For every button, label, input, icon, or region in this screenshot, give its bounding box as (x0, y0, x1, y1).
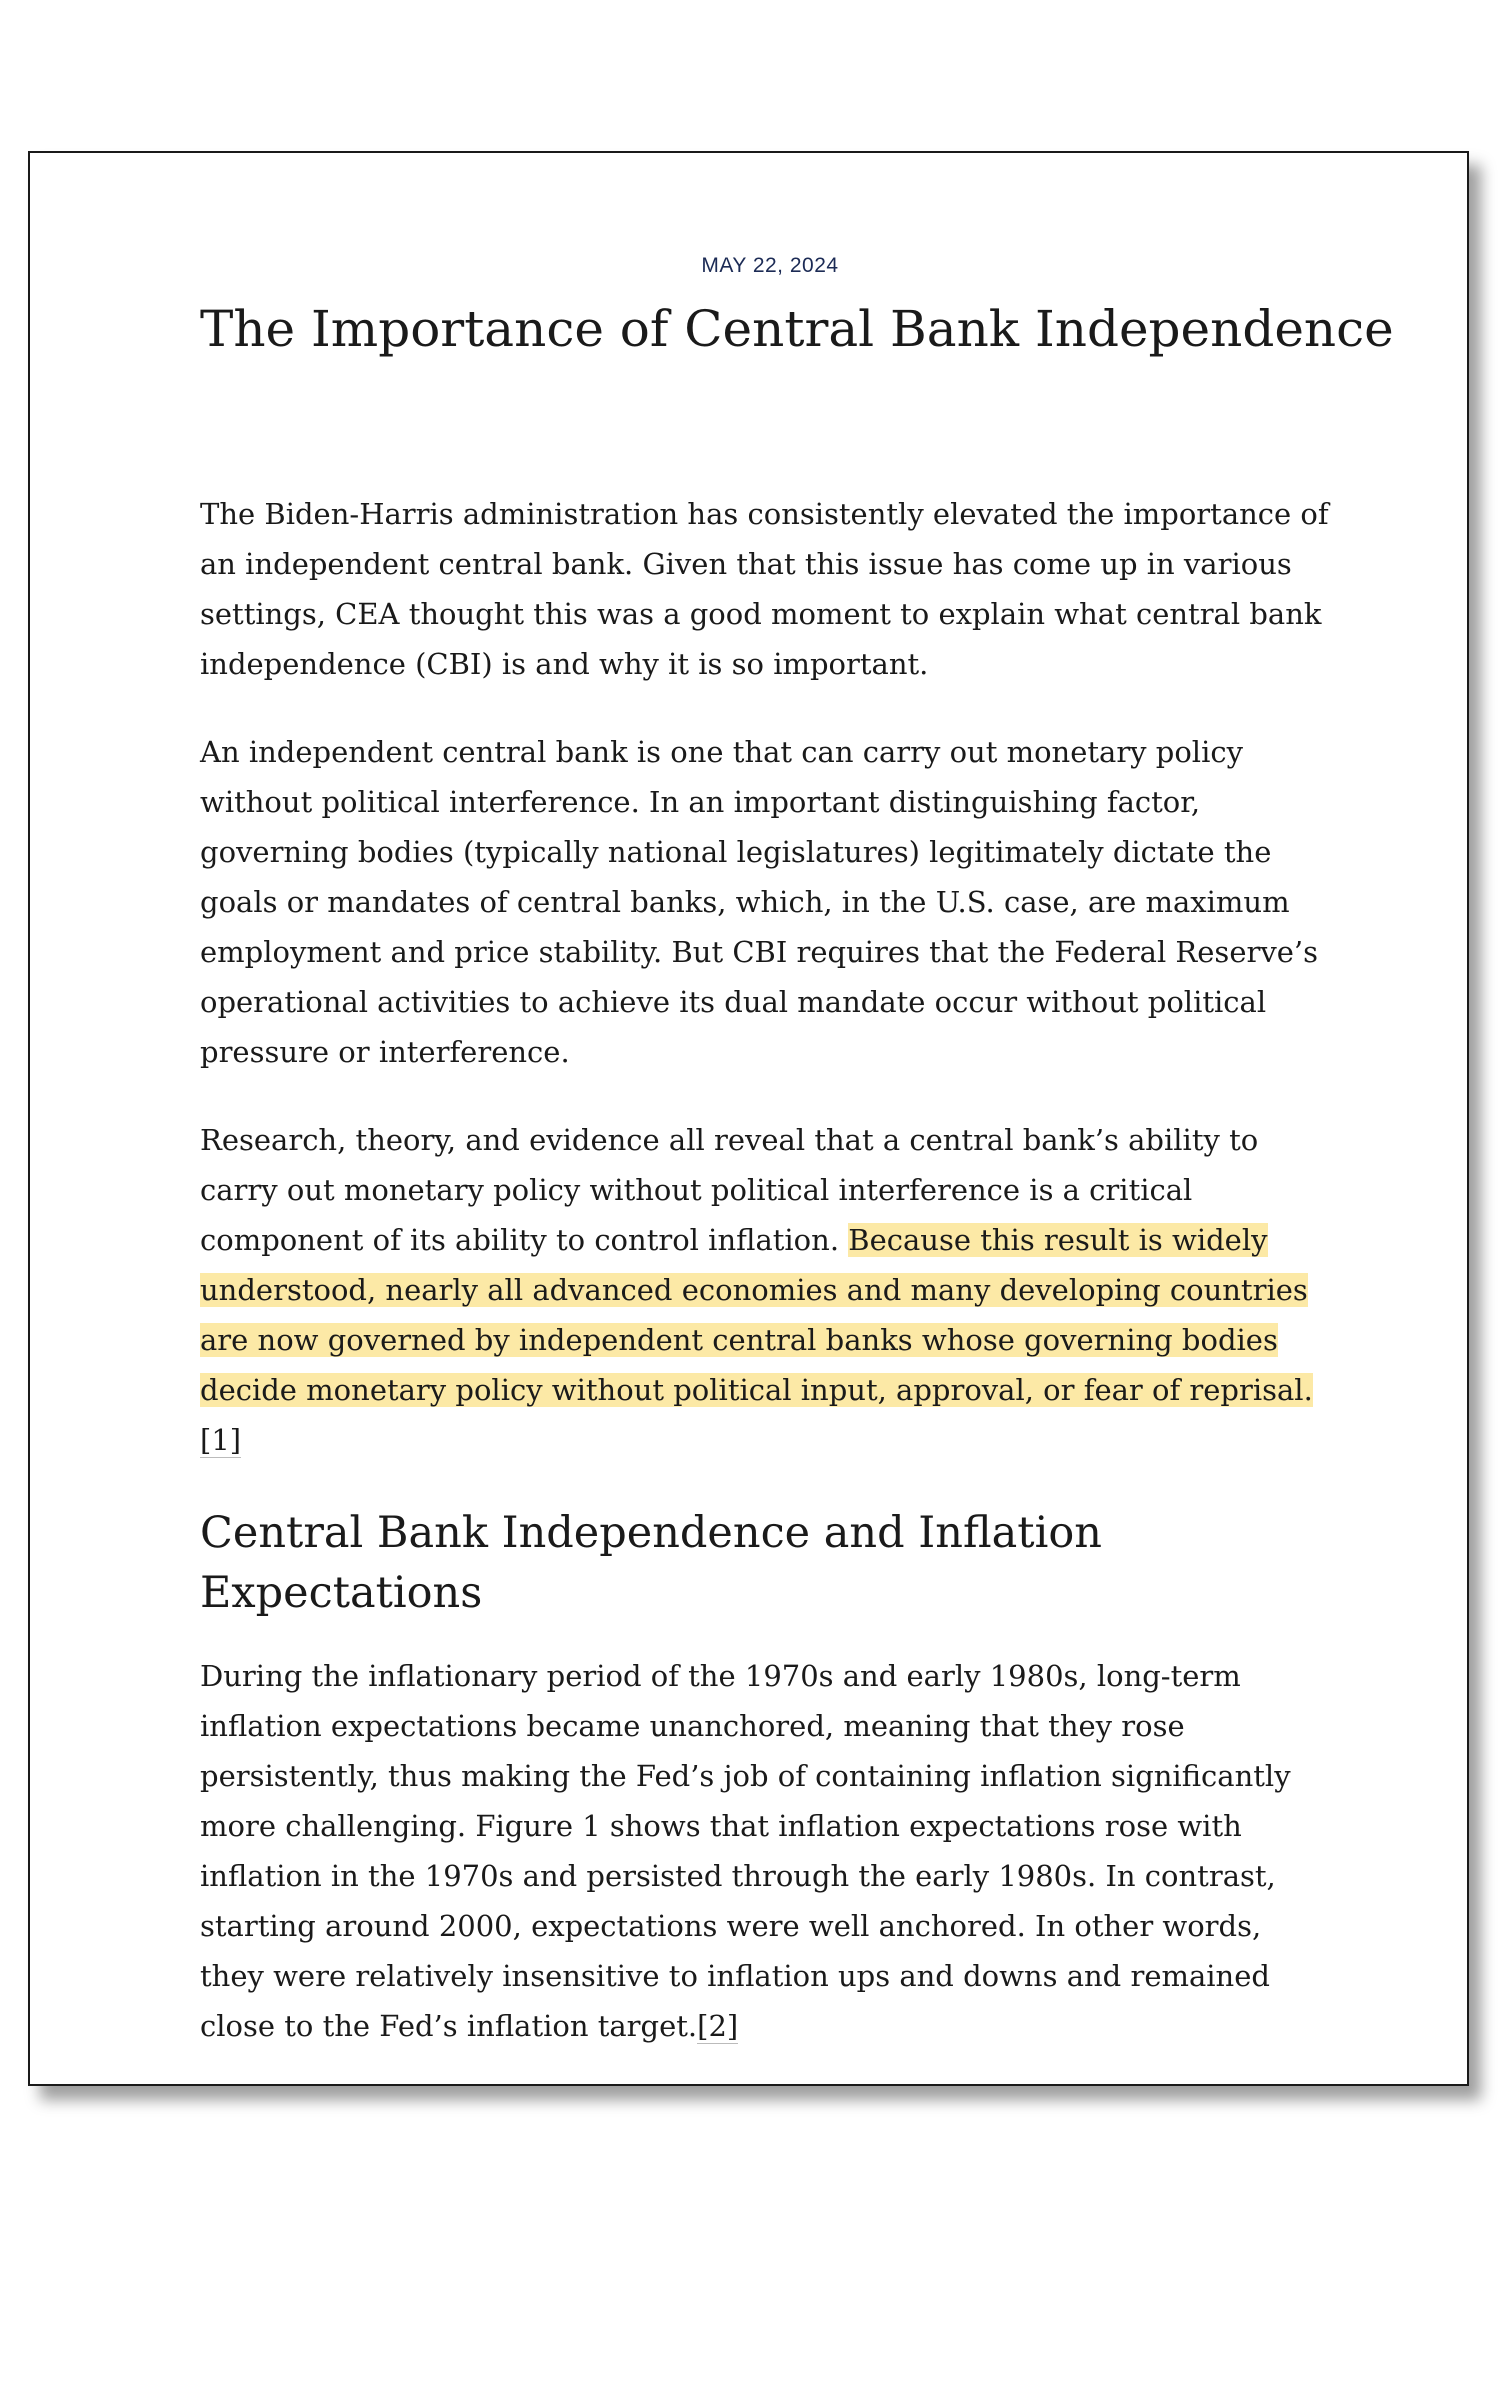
footnote-link-2[interactable]: [2] (697, 2009, 739, 2043)
article (200, 251, 1394, 2089)
paragraph-research-text: Research, theory, and evidence all reveal that a central bank’s ability to carry out monetary policy without political interference is a critical component of its ability to control inflation. (200, 1123, 1259, 1257)
paragraph-research (200, 1115, 1330, 1465)
publish-date: MAY 22, 2024 (701, 254, 839, 277)
article-body (200, 489, 1330, 2051)
paragraph-definition: An independent central bank is one that can carry out monetary policy without political interference. In an important distinguishing factor, governing bodies (typically national legislatures) legitimately dictate the goals or mandates of central banks, which, in the U.S. case, are maximum employment and price stability. But CBI requires that the Federal Reserve’s operational activities to achieve its dual mandate occur without political pressure or interference. (200, 735, 1318, 1069)
paragraph-intro: The Biden-Harris administration has consistently elevated the importance of an independent central bank. Given that this issue has come up in various settings, CEA thought this was a good moment to explain what central bank independence (CBI) is and why it is so important. (200, 497, 1329, 681)
footnote-link-1[interactable]: [1] (200, 1423, 242, 1457)
paragraph-expectations-text: During the inflationary period of the 1970s and early 1980s, long-term inflation expectations became unanchored, meaning that they rose persistently, thus making the Fed’s job of containing inflation significantly more challenging. Figure 1 shows that inflation expectations rose with inflation in the 1970s and persisted through the early 1980s. In contrast, starting around 2000, expectations were well anchored. In other words, they were relatively insensitive to inflation ups and downs and remained close to the Fed’s inflation target. (200, 1659, 1291, 2043)
highlighted-text: Because this result is widely understood, nearly all advanced economies and many developing countries are now governed by independent central banks whose governing bodies decide monetary policy without political input, approval, or fear of reprisal. (200, 1223, 1313, 1407)
document-page (28, 151, 1469, 2086)
section-heading: Central Bank Independence and Inflation Expectations (200, 1508, 1102, 1618)
article-title: The Importance of Central Bank Independence (200, 300, 1394, 358)
paragraph-expectations (200, 1651, 1330, 2051)
